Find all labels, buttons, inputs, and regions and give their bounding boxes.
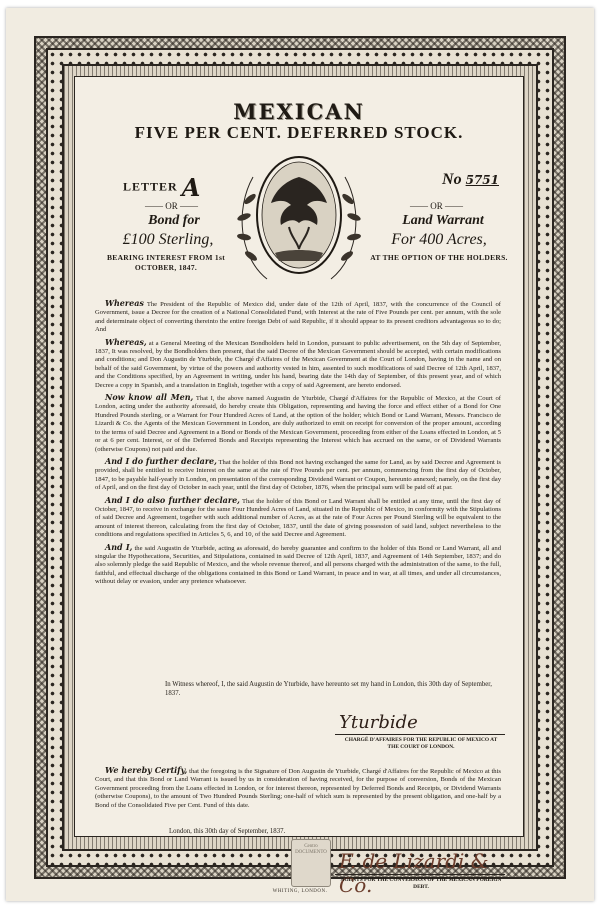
rock-icon [275,250,323,261]
chargé-signature: Yturbide [339,712,418,733]
terms-paragraph: And I do also further declare, That the holder of this Bond or Land Warrant shall be entitled at any time, until the first day of October, 1847, to receive in exchange for the same Four Hundred Acres of Land, situated in the Republic of Mexico, in conformity with the Stipulations of said Decree and Agreement, together with such additional number of Acres, as at the rate of Four Acres per Pound Sterling will be equivalent to the amount of interest thereon, calculating from the first day of October, 1837, until the date of giving possession of said land, subject nevertheless to the conditions and regulations specified in Articles 5, 6, and 10, of the said Decree and Agreement. [95,494,501,539]
number-field [442,171,499,189]
signature-rule [335,734,505,735]
certification-clause: We hereby Certify, that the foregoing is the Signature of Don Augustin de Yturbide, Chargé d'Affaires for the Republic of Mexico at this Court, and that this Bond or Land Warrant is issued by us in consideration of having received, for the purpose of conversion, Bonds of the Mexican Government proceeding from the Loans effected in London, or for interest thereon, represented by Deferred Bonds and Receipts, or Dividend Warrants (otherwise Coupons), to the amount of Two Hundred Pounds Sterling; one-half of which sum is represented by the present obligation, and one-half by a Bond of the Consolidated Five per Cent. Fund of this date. [95,765,501,809]
option-note: AT THE OPTION OF THE HOLDERS. [370,253,508,262]
terms-paragraph: Whereas, at a General Meeting of the Mexican Bondholders held in London, pursuant to public advertisement, on the 5th day of September, 1837, It was resolved, by the Bondholders then present, that the said Decree of the Mexican Government should be accepted, with certain modifications and conditions; and Don Augustin de Yturbide, the Chargé d'Affaires of the Mexican Government at the Court of London, having in the name and on behalf of the said Government, by virtue of the powers and authority vested in him, assented to such modifications of said Decree of 12th April, 1837, and the Conditions specified, by an Agreement in writing, under his hand, bearing date the 14th day of September, of this present year, and of which Decree a copy in Spanish, and a translation in English, together with a copy of said Agreement, are hereto endorsed. [95,336,501,389]
witness-clause: In Witness whereof, I, the said Augustin de Yturbide, have hereunto set my hand in London, this 30th day of September, 1837. [165,681,492,697]
embossed-stamp: Centro DOCUMENTO [291,839,331,887]
land-warrant-heading: Land Warrant [402,213,484,228]
terms-paragraph: Whereas The President of the Republic of Mexico did, under date of the 12th of April, 1837, with the concurrence of the Council of Government, issue a Decree for the creation of a National Consolidated Fund, with Interest at the rate of Five Pounds per cent. per annum, with the sole and determinate object of converting thereinto the entire foreign Debt of said Republic, if it should appear to its present creditors advantageous so to do; And [95,298,501,334]
certificate-title: MEXICAN [233,99,365,124]
letter-field [123,173,201,202]
terms-paragraph: And I do further declare, That the holder of this Bond not having exchanged the same for Land, as by said Decree and Agreement is provided, shall be entitled to receive Interest on the same at the rate of Five Pounds per cent. per annum, commencing from the first day of October, 1847, to be payable half-yearly in London, on presentation of the corresponding Dividend Warrant or Coupon, hereunto annexed; namely, on the first day of April, and on the first day of October in each year, until the first day of October, 1876, when the principal sum will be paid off at par. [95,455,501,492]
mexican-eagle-vignette [223,153,375,293]
interest-note: BEARING INTEREST FROM 1st OCTOBER, 1847. [106,253,225,272]
land-amount: For 400 Acres, [391,231,487,248]
or-separator-right: —— OR —— [409,201,463,211]
or-separator-left: —— OR —— [145,201,199,211]
number-label: No [442,171,462,188]
number-value: 5751 [465,173,499,187]
agents-signature: F. de Lizardi & Co. [339,849,489,897]
bond-terms [95,299,501,590]
certification-date: London, this 30th day of September, 1837. [169,828,286,835]
bond-for-heading: Bond for [148,213,200,228]
signature-rule [335,874,505,875]
terms-paragraph: Now know all Men, That I, the above named Augustin de Yturbide, Chargé d'Affaires for the Republic of Mexico, at the Court of London, acting under the authority aforesaid, do hereby create this Obligation, representing and having the force and effect either of a Bond for One Hundred Pounds sterling, or a Warrant for Four Hundred Acres of Land, at the option of the holder; which Bond or Land Warrant, Messrs. Francisco de Lizardi & Co. the Agents of the Mexican Government in London, are duly authorized to emit on receipt for conversion of the proper amount, according to the terms of said Decree and Agreement in a Bond or Bonds of the Mexican Government, proceeding from either of the Loans effected in London, at 5 or at 6 per cent. Interest, or of the Deferred Bonds and Receipts representing the Interest which has accrued on the same, or of Dividend Warrants (otherwise Coupons) not paid and due. [95,392,502,453]
terms-paragraph: And I, the said Augustin de Yturbide, acting as aforesaid, do hereby guarantee and confirm to the holder of this Bond or Land Warrant, all and singular the Hypothecations, Securities, and Stipulations, contained in said Decree of 12th April, 1837, and Agreement of 14th September, 1837; and do also solemnly pledge the said Republic of Mexico, and the whole revenue thereof, and all persons charged with the administration of the same, to the full, faithful, and effectual discharge of the obligations contained in this Bond or Land Warrant, in peace and in war, at all times, and under all circumstances, without delay or evasion, under any pretence whatsoever. [95,541,501,586]
printer-imprint: WHITING, LONDON. [272,889,328,894]
certificate-subtitle: FIVE PER CENT. DEFERRED STOCK. [134,123,464,142]
letter-label: LETTER [123,179,178,194]
bond-amount: £100 Sterling, [122,231,214,248]
letter-value: A [181,173,202,202]
agents-title: AGENTS FOR THE CONVERSION OF THE MEXICAN FOREIGN DEBT. [340,877,502,890]
chargé-title: CHARGÉ D'AFFAIRES FOR THE REPUBLIC OF MEXICO AT THE COURT OF LONDON. [344,737,498,750]
